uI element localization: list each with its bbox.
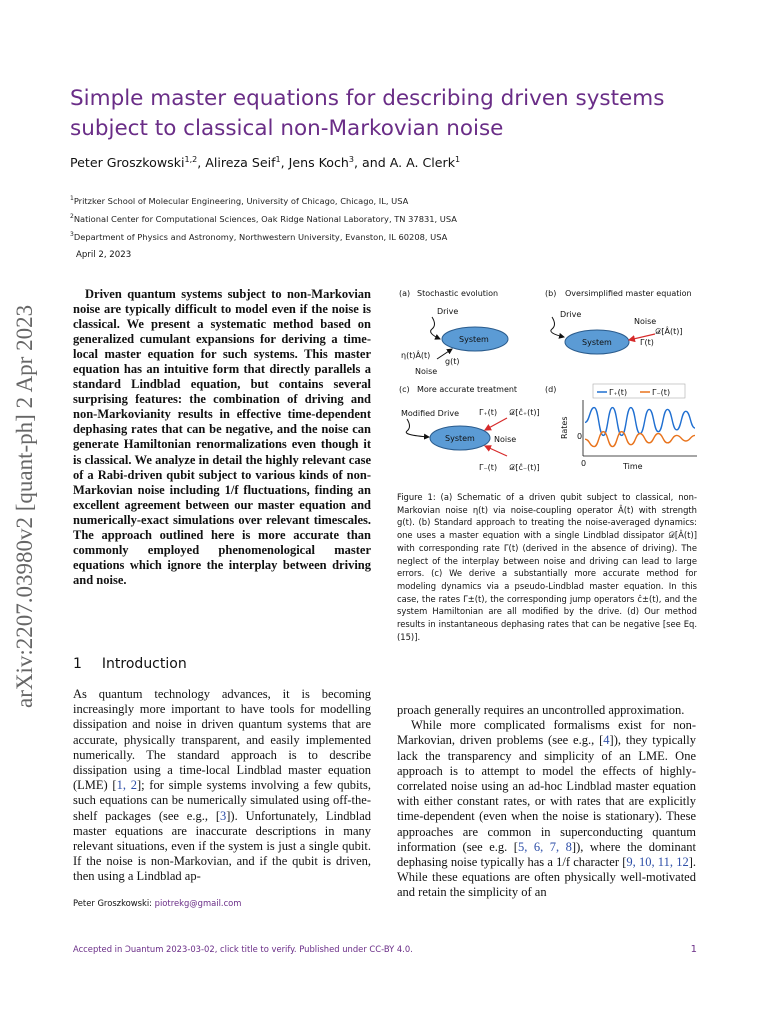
author-separator: , and bbox=[354, 155, 390, 171]
body-paragraph: proach generally requires an uncontrolled approximation. bbox=[397, 703, 685, 717]
author-name: Peter Groszkowski bbox=[70, 155, 185, 171]
section-title: Introduction bbox=[101, 656, 187, 672]
panel-b-title: Oversimplified master equation bbox=[565, 289, 692, 298]
body-text: ]), where the dominant dephasing noise typically has a 1/f character [ bbox=[397, 839, 696, 870]
minus-arrow-c bbox=[485, 446, 507, 456]
rate-label-b: Γ(t) bbox=[640, 338, 654, 347]
citation-link[interactable]: 1, 2 bbox=[116, 778, 137, 793]
system-label-c: System bbox=[445, 434, 475, 443]
author-name: Alireza Seif bbox=[205, 155, 276, 171]
drive-arrow-a bbox=[431, 317, 440, 339]
panel-b-noise-label: Noise bbox=[634, 317, 657, 326]
affiliation-number: 1 bbox=[70, 195, 74, 202]
footnote bbox=[73, 898, 241, 908]
body-text: ]), they typically lack the transparency and simplicity of an LME. One approach is to attempt to model the effects of highly-correlated noise using an ad-hoc Lindblad master equation with either constant rates, or with rates that are explicitly time-dependent (even when the noise is stationary). These approaches are common in superconducting quantum information (see e.g. [ bbox=[397, 733, 696, 854]
paper-title[interactable]: Simple master equations for describing driven systems subject to classical non-Markovian noise bbox=[70, 86, 665, 141]
citation-link[interactable]: 9, 10, 11, 12 bbox=[626, 855, 689, 870]
publication-date: April 2, 2023 bbox=[76, 250, 132, 260]
intro-left-column bbox=[73, 687, 371, 885]
intro-right-column bbox=[397, 703, 696, 901]
drive-arrow-b bbox=[551, 317, 564, 337]
affiliation-text: Pritzker School of Molecular Engineering, University of Chicago, Chicago, IL, USA bbox=[73, 195, 409, 206]
body-text: While more complicated formalisms exist for non-Markovian, driven problems (see e.g., [ bbox=[397, 718, 696, 748]
panel-a-label: (a) bbox=[399, 289, 411, 298]
drive-arrow-c bbox=[406, 419, 429, 437]
page-number: 1 bbox=[690, 944, 697, 955]
panel-a-noise-label: Noise bbox=[415, 367, 438, 376]
gamma-plus-label-c: Γ₊(t) bbox=[479, 408, 498, 417]
x-zero-tick: 0 bbox=[581, 459, 587, 468]
section-heading bbox=[73, 656, 187, 672]
citation-link[interactable]: 3 bbox=[220, 808, 227, 823]
y-axis-label: Rates bbox=[560, 416, 569, 439]
affiliation-text: National Center for Computational Sciences, Oak Ridge National Laboratory, TN 37831, USA bbox=[73, 213, 457, 224]
x-axis-label: Time bbox=[623, 462, 643, 471]
affiliation-number: 2 bbox=[70, 213, 74, 220]
series-line-gamma-minus bbox=[585, 432, 695, 447]
affiliation bbox=[70, 195, 408, 206]
page-footer bbox=[73, 944, 697, 954]
dissipator-label-b: 𝒟[Â(t)] bbox=[655, 327, 683, 336]
legend-gamma-minus: Γ₋(t) bbox=[652, 388, 671, 397]
figure-1 bbox=[397, 284, 702, 484]
abstract: Driven quantum systems subject to non-Markovian noise are typically difficult to model even if the noise is classical. We present a systematic method based on generalized cumulant expansions for deriving a time-local master equation for such systems. This master equation has an intuitive form that directly parallels a standard Lindblad equation, but contains several surprising features: the combination of driving and non-Markovianity results in effective time-dependent dephasing rates that can be negative, and the noise can generate Hamiltonian renormalizations even though it is classical. We analyze in detail the highly relevant case of a Rabi-driven qubit subject to various kinds of non-Markovian noise including 1/f fluctuations, finding an excellent agreement between our master equation and numerically-exact simulations over relevant timescales. The approach outlined here is more accurate than commonly employed phenomenological master equations which ignore the interplay between driving and noise. bbox=[73, 287, 371, 587]
email-link[interactable]: piotrekg@gmail.com bbox=[154, 898, 242, 908]
body-text: ]). Unfortunately, Lindblad master equations are inaccurate descriptions in many relevant situations, even if the system is just a single qubit. If the noise is non-Markovian, and if the qubit is driven, then using a Lindblad ap- bbox=[73, 808, 371, 884]
system-label-b: System bbox=[582, 338, 612, 347]
gamma-minus-label-c: Γ₋(t) bbox=[479, 463, 498, 472]
coupling-label-a: η(t)Â(t) bbox=[401, 351, 431, 360]
legend-gamma-plus: Γ₊(t) bbox=[609, 388, 628, 397]
y-zero-tick: 0 bbox=[577, 432, 583, 441]
system-label-a: System bbox=[459, 335, 489, 344]
panel-c-title: More accurate treatment bbox=[417, 385, 518, 394]
affiliation-text: Department of Physics and Astronomy, Northwestern University, Evanston, IL 60208, USA bbox=[73, 231, 448, 242]
author-affiliation: 1 bbox=[455, 155, 461, 164]
author-affiliation: 1 bbox=[275, 155, 281, 164]
dissipator-plus-label-c: 𝒟[ĉ₊(t)] bbox=[509, 408, 540, 417]
author-affiliation: 3 bbox=[348, 155, 354, 164]
citation-link[interactable]: 5, 6, 7, 8 bbox=[517, 839, 572, 854]
footer-link[interactable]: Accepted in Ɔuantum 2023-03-02, click title to verify. Published under CC-BY 4.0. bbox=[73, 944, 413, 954]
arxiv-stamp[interactable]: arXiv:2207.03980v2 [quant-ph] 2 Apr 2023 bbox=[12, 304, 37, 708]
author-separator: , bbox=[197, 155, 206, 171]
chart-legend bbox=[593, 384, 685, 398]
author-affiliation: 1,2 bbox=[184, 155, 198, 164]
citation-link[interactable]: 4 bbox=[603, 733, 610, 748]
affiliation bbox=[70, 213, 457, 224]
legend-box bbox=[593, 384, 685, 398]
affiliation-number: 3 bbox=[70, 231, 74, 238]
panel-a-drive-label: Drive bbox=[437, 307, 459, 316]
strength-label-a: g(t) bbox=[445, 357, 460, 366]
panel-d-label: (d) bbox=[545, 385, 557, 394]
section-number: 1 bbox=[73, 656, 82, 672]
body-text: ]. While these equations are often physically well-motivated and retain the simplicity of an bbox=[397, 855, 696, 900]
plot-area bbox=[585, 408, 695, 447]
dissipator-minus-label-c: 𝒟[ĉ₋(t)] bbox=[509, 463, 540, 472]
author-name: A. A. Clerk bbox=[389, 155, 456, 171]
body-text: ]; for simple systems involving a few qubits, such equations can be numerically simulated using off-the-shelf packages (see e.g., [ bbox=[73, 778, 371, 823]
body-text: As quantum technology advances, it is becoming increasingly more important to have tools for modelling dissipation and noise in driven quantum systems that are accurate, physically transparent, and easily implemented numerically. The standard approach is to describe dissipation using a time-local Lindblad master equation (LME) [ bbox=[73, 687, 371, 793]
affiliation bbox=[70, 231, 447, 242]
body-paragraph bbox=[397, 718, 696, 900]
panel-c-drive-label: Modified Drive bbox=[401, 409, 460, 418]
series-line-gamma-plus bbox=[585, 408, 695, 436]
panel-c-noise-label: Noise bbox=[494, 435, 517, 444]
panel-b-drive-label: Drive bbox=[560, 310, 582, 319]
author-name: Jens Koch bbox=[288, 155, 349, 171]
panel-a-title: Stochastic evolution bbox=[417, 289, 499, 298]
panel-b-label: (b) bbox=[545, 289, 557, 298]
author-separator: , bbox=[280, 155, 289, 171]
figure-caption: Figure 1: (a) Schematic of a driven qubit subject to classical, non-Markovian noise η(t) via noise-coupling operator Â(t) with strength g(t). (b) Standard approach to treating the noise-averaged dynamics: one uses a master equation with a single Lindblad dissipator 𝒟[Â(t)] with corresponding rate Γ(t) (derived in the absence of driving). The neglect of the interplay between noise and driving can lead to large errors. (c) We derive a substantially more accurate method for modeling dynamics via a pseudo-Lindblad master equation. In this case, the rates Γ±(t), the corresponding jump operators ĉ±(t), and the system Hamiltonian are all modified by the drive. (d) Our method results in instantaneous dephasing rates that can be negative [see Eq. (15)]. bbox=[397, 492, 697, 642]
footnote-label: Peter Groszkowski: bbox=[73, 898, 155, 908]
author-list bbox=[70, 155, 460, 170]
panel-c-label: (c) bbox=[399, 385, 410, 394]
plus-arrow-c bbox=[485, 418, 507, 430]
